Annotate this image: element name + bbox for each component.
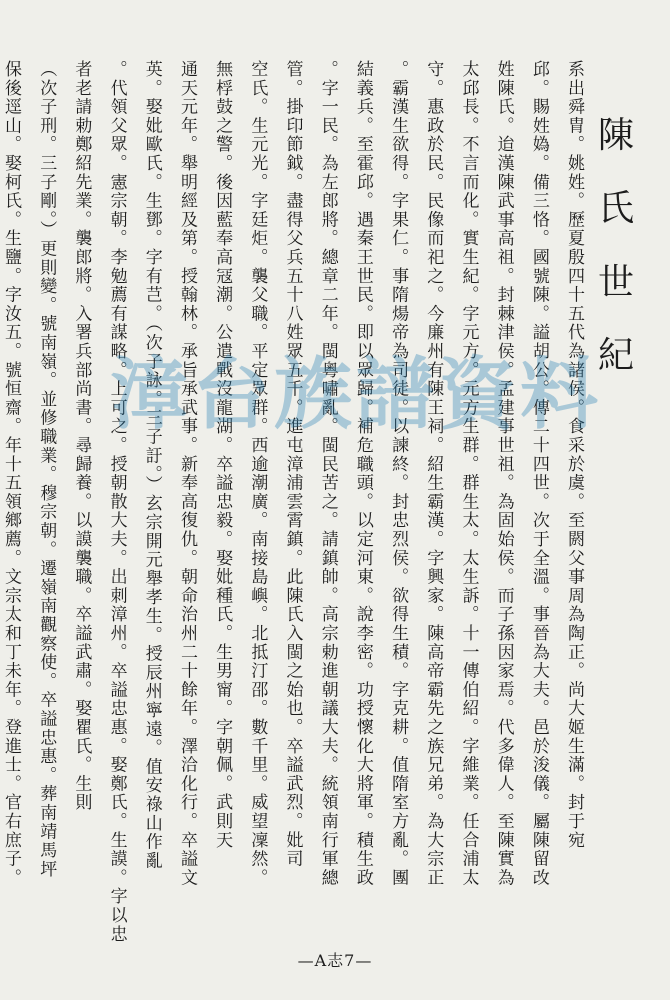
- title-char: 氏: [597, 188, 634, 230]
- page-number: —A志7—: [297, 951, 373, 970]
- page-title: [592, 115, 640, 378]
- text-column: 者老請勅鄭紹先業。襲郎將。入署兵部尚書。尋歸養。以謨襲職。卒謚武肅。娶瞿氏。生則: [71, 60, 92, 812]
- text-column: 結義兵。至霍邱。遇秦王世民。即以眾歸。補危職頭。以定河東。說李密。功授懷化大將軍。積生政: [352, 60, 373, 888]
- text-column: 守。惠政於民。民像而祀之。今廉州有陳王祠。紹生霸漢。字興家。陳高帝霸先之族兄弟。為大宗正: [423, 60, 444, 888]
- text-column: 太邱長。不言而化。實生紀。字元方。元方生群。群生太。太生訴。十一傳伯紹。字維業。任合浦太: [458, 60, 479, 888]
- body-text: [1, 60, 588, 944]
- text-column: （次子刑。三子剛。）更則變。號南嶺。並修職業。穆宗朝。遷嶺南觀察使。卒謚忠惠。葬南靖馬坪: [36, 60, 57, 879]
- text-column: 。代領父眾。憲宗朝。李勉薦有謀略。上可之。授朝散大夫。出刺漳州。卒謚忠惠。娶鄭氏。生謨。字以忠: [106, 60, 127, 944]
- watermark: 漳台族譜資料: [110, 350, 603, 440]
- title-char: 紀: [597, 334, 634, 376]
- text-column: 。字一民。為左郎將。總章二年。閩粵嘯亂。閩民苦之。請鎮帥。高宗勅進朝議大夫。統領南行軍總: [317, 60, 338, 888]
- text-column: 無桴鼓之警。後因藍奉高冦潮。公遣戰沒龍湖。卒謚忠毅。娶妣種氏。生男甯。字朝佩。武則天: [212, 60, 233, 850]
- text-column: 通天元年。舉明經及第。授翰林。承旨承武事。新奉高復仇。朝命治州二十餘年。澤洽化行。卒謚文: [176, 60, 197, 888]
- text-column: 管。掛印節鉞。盡得父兵五十八姓眾五千。進屯漳浦雲霄鎮。此陳氏入閩之始也。卒謚武烈。妣司: [282, 60, 303, 869]
- text-column: 。霸漢生欲得。字果仁。事隋煬帝為司徒。以諫終。封忠烈侯。欲得生積。字克耕。值隋室方亂。團: [388, 60, 409, 888]
- title-char: 世: [597, 261, 634, 303]
- text-column: 姓陳氏。迨漢陳武事高祖。封棘津侯。孟建事世祖。為固始侯。而子孫因家焉。代多偉人。至陳實為: [493, 60, 514, 888]
- text-column: 保後逕山。娶柯氏。生鹽。字汝五。號恒齋。年十五領鄉薦。文宗太和丁未年。登進士。官右庶子。: [1, 60, 21, 888]
- text-column: 系出舜胄。姚姓。歷夏殷四十五代為諸侯。食采於虞。至閼父事周為陶正。尚大姬生滿。封于宛: [564, 60, 584, 850]
- text-column: 空氏。生元光。字廷炬。襲父職。平定眾群。西逾潮廣。南接島嶼。北抵汀邵。數千里。威望凜然。: [247, 60, 268, 888]
- title-char: 陳: [597, 115, 634, 156]
- text-column: 英。娶妣歐氏。生鄧。字有芑。（次子詠。三子訏。）玄宗開元舉孝生。授辰州寧遠。值安祿山作亂: [141, 60, 162, 871]
- text-column: 邱。賜姓媯。備三恪。國號陳。謚胡公。傳二十四世。次于全溫。事晉為大夫。邑於浚儀。屬陳留改: [528, 60, 549, 888]
